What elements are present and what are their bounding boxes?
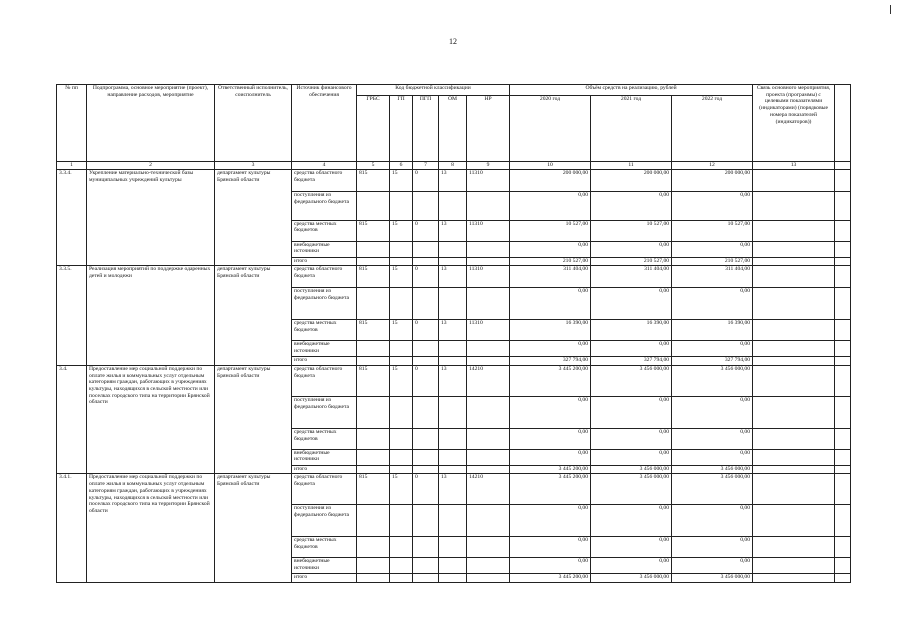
indicator-link	[753, 170, 835, 192]
spacer-cell	[835, 320, 851, 341]
amount-2021: 3 456 000,00	[591, 574, 672, 583]
code-gp: 15	[390, 220, 413, 241]
code-pgp: 0	[413, 320, 439, 341]
code-gp	[390, 241, 413, 257]
amount-2020: 3 445 200,00	[510, 574, 591, 583]
amount-2021: 0,00	[591, 396, 672, 428]
amount-2021: 210 527,00	[591, 257, 672, 266]
header-budget-code: Код бюджетной классификации	[357, 85, 510, 96]
funding-source: итого	[292, 574, 357, 583]
spacer-cell	[835, 474, 851, 505]
code-om	[439, 357, 467, 366]
code-om	[439, 558, 467, 574]
code-grbs	[357, 465, 390, 474]
code-pgp	[413, 241, 439, 257]
col-number: 5	[357, 162, 390, 170]
indicator-link	[753, 266, 835, 288]
indicator-link	[753, 341, 835, 357]
header-program: Подпрограмма, основное мероприятие (проект), направление расходов, мероприятие	[87, 85, 215, 162]
code-nr: 14210	[467, 365, 510, 396]
indicator-link	[753, 558, 835, 574]
indicator-link	[753, 505, 835, 537]
amount-2020: 200 000,00	[510, 170, 591, 192]
amount-2022: 16 390,00	[672, 320, 753, 341]
spacer-cell	[835, 192, 851, 221]
amount-2021: 10 527,00	[591, 220, 672, 241]
amount-2020: 0,00	[510, 505, 591, 537]
amount-2022: 0,00	[672, 449, 753, 465]
code-grbs	[357, 288, 390, 320]
amount-2021: 0,00	[591, 192, 672, 221]
col-number: 4	[292, 162, 357, 170]
code-gp	[390, 396, 413, 428]
col-number: 9	[467, 162, 510, 170]
code-pgp	[413, 428, 439, 449]
amount-2022: 210 527,00	[672, 257, 753, 266]
spacer-cell	[835, 537, 851, 558]
table-row	[57, 474, 851, 505]
code-om: 13	[439, 170, 467, 192]
code-om	[439, 241, 467, 257]
code-gp: 15	[390, 474, 413, 505]
amount-2020: 10 527,00	[510, 220, 591, 241]
indicator-link	[753, 428, 835, 449]
amount-2020: 0,00	[510, 537, 591, 558]
code-om: 13	[439, 220, 467, 241]
table-row	[57, 365, 851, 396]
code-pgp	[413, 192, 439, 221]
row-number: 3.3.4.	[57, 170, 87, 266]
page-number: 12	[449, 37, 457, 46]
amount-2020: 210 527,00	[510, 257, 591, 266]
code-gp	[390, 558, 413, 574]
header-funds: Объём средств на реализацию, рублей	[510, 85, 753, 96]
amount-2021: 0,00	[591, 505, 672, 537]
indicator-link	[753, 257, 835, 266]
header-om: ОМ	[439, 96, 467, 162]
scan-edge-mark	[890, 5, 891, 14]
code-pgp: 0	[413, 170, 439, 192]
code-grbs	[357, 192, 390, 221]
amount-2020: 311 404,00	[510, 266, 591, 288]
responsible-executor: департамент культуры Брянской области	[215, 266, 292, 366]
spacer-cell	[835, 220, 851, 241]
indicator-link	[753, 357, 835, 366]
amount-2022: 327 794,00	[672, 357, 753, 366]
amount-2021: 0,00	[591, 241, 672, 257]
col-number: 8	[439, 162, 467, 170]
amount-2020: 0,00	[510, 449, 591, 465]
amount-2021: 200 000,00	[591, 170, 672, 192]
code-nr	[467, 357, 510, 366]
row-number: 3.3.5.	[57, 266, 87, 366]
amount-2020: 0,00	[510, 341, 591, 357]
funding-source: внебюджетные источники	[292, 241, 357, 257]
spacer-cell	[835, 341, 851, 357]
header-num: № пп	[57, 85, 87, 162]
code-pgp	[413, 558, 439, 574]
code-om	[439, 428, 467, 449]
code-om: 13	[439, 365, 467, 396]
code-pgp	[413, 341, 439, 357]
code-om	[439, 257, 467, 266]
spacer-cell	[835, 558, 851, 574]
spacer-cell	[835, 505, 851, 537]
table-row	[57, 170, 851, 192]
funding-source: поступления из федерального бюджета	[292, 396, 357, 428]
indicator-link	[753, 220, 835, 241]
spacer-cell	[835, 396, 851, 428]
funding-source: внебюджетные источники	[292, 341, 357, 357]
amount-2020: 0,00	[510, 192, 591, 221]
amount-2022: 0,00	[672, 537, 753, 558]
indicator-link	[753, 192, 835, 221]
code-gp	[390, 465, 413, 474]
col-number: 11	[591, 162, 672, 170]
code-gp: 15	[390, 365, 413, 396]
amount-2022: 311 404,00	[672, 266, 753, 288]
code-pgp: 0	[413, 266, 439, 288]
indicator-link	[753, 465, 835, 474]
code-om: 13	[439, 320, 467, 341]
code-pgp	[413, 396, 439, 428]
table-row	[57, 266, 851, 288]
code-grbs: 815	[357, 474, 390, 505]
code-nr	[467, 465, 510, 474]
responsible-executor: департамент культуры Брянской области	[215, 170, 292, 266]
header-spacer	[835, 85, 851, 162]
amount-2020: 327 794,00	[510, 357, 591, 366]
spacer-cell	[835, 449, 851, 465]
funding-source: средства местных бюджетов	[292, 428, 357, 449]
header-pgp: ПГП	[413, 96, 439, 162]
code-pgp	[413, 288, 439, 320]
funding-source: итого	[292, 357, 357, 366]
indicator-link	[753, 241, 835, 257]
amount-2022: 0,00	[672, 241, 753, 257]
indicator-link	[753, 288, 835, 320]
amount-2020: 0,00	[510, 241, 591, 257]
code-nr	[467, 428, 510, 449]
code-om	[439, 288, 467, 320]
spacer-cell	[835, 465, 851, 474]
code-gp	[390, 357, 413, 366]
spacer-cell	[835, 574, 851, 583]
code-grbs	[357, 537, 390, 558]
funding-source: средства областного бюджета	[292, 170, 357, 192]
header-link: Связь основного мероприятия, проекта (программы) с целевыми показателями (индикаторами) (порядковые номера показателей (индикаторов))	[753, 85, 835, 162]
indicator-link	[753, 474, 835, 505]
amount-2021: 327 794,00	[591, 357, 672, 366]
code-om	[439, 465, 467, 474]
amount-2021: 0,00	[591, 537, 672, 558]
amount-2020: 0,00	[510, 558, 591, 574]
code-nr	[467, 537, 510, 558]
code-grbs	[357, 241, 390, 257]
header-gp: ГП	[390, 96, 413, 162]
col-number: 2	[87, 162, 215, 170]
funding-source: средства местных бюджетов	[292, 220, 357, 241]
code-om: 13	[439, 474, 467, 505]
col-number: 10	[510, 162, 591, 170]
spacer-cell	[835, 288, 851, 320]
spacer-cell	[835, 365, 851, 396]
code-grbs	[357, 257, 390, 266]
amount-2021: 16 390,00	[591, 320, 672, 341]
amount-2021: 0,00	[591, 341, 672, 357]
code-gp	[390, 537, 413, 558]
indicator-link	[753, 537, 835, 558]
code-gp	[390, 341, 413, 357]
program-name: Укрепление материально-технической базы муниципальных учреждений культуры	[87, 170, 215, 266]
code-om	[439, 537, 467, 558]
header-2020: 2020 год	[510, 96, 591, 162]
col-number: 13	[753, 162, 835, 170]
code-gp: 15	[390, 170, 413, 192]
col-number-spacer	[835, 162, 851, 170]
amount-2021: 311 404,00	[591, 266, 672, 288]
spacer-cell	[835, 357, 851, 366]
code-pgp	[413, 465, 439, 474]
amount-2022: 3 456 000,00	[672, 474, 753, 505]
amount-2022: 10 527,00	[672, 220, 753, 241]
funding-source: итого	[292, 465, 357, 474]
spacer-cell	[835, 257, 851, 266]
funding-source: внебюджетные источники	[292, 449, 357, 465]
amount-2020: 3 445 200,00	[510, 365, 591, 396]
code-nr: 11310	[467, 266, 510, 288]
amount-2022: 0,00	[672, 505, 753, 537]
amount-2022: 0,00	[672, 288, 753, 320]
funding-source: поступления из федерального бюджета	[292, 288, 357, 320]
funding-source: поступления из федерального бюджета	[292, 505, 357, 537]
header-2022: 2022 год	[672, 96, 753, 162]
funding-source: поступления из федерального бюджета	[292, 192, 357, 221]
code-nr	[467, 192, 510, 221]
budget-table	[56, 84, 851, 583]
indicator-link	[753, 396, 835, 428]
amount-2020: 16 390,00	[510, 320, 591, 341]
amount-2020: 0,00	[510, 428, 591, 449]
amount-2021: 0,00	[591, 558, 672, 574]
program-name: Предоставление мер социальной поддержки по оплате жилья и коммунальных услуг отдельным категориям граждан, работающих в учреждениях культуры, находящихся в сельской местности или поселках городского типа на территории Брянской области	[87, 474, 215, 583]
code-gp	[390, 449, 413, 465]
code-grbs: 815	[357, 365, 390, 396]
code-gp	[390, 574, 413, 583]
code-pgp: 0	[413, 474, 439, 505]
code-nr: 11310	[467, 170, 510, 192]
amount-2022: 3 456 000,00	[672, 574, 753, 583]
code-nr	[467, 396, 510, 428]
code-nr	[467, 574, 510, 583]
code-pgp	[413, 505, 439, 537]
code-nr	[467, 558, 510, 574]
code-pgp	[413, 257, 439, 266]
row-number: 3.4.	[57, 365, 87, 473]
code-grbs: 815	[357, 320, 390, 341]
amount-2022: 200 000,00	[672, 170, 753, 192]
code-grbs: 815	[357, 266, 390, 288]
col-number: 12	[672, 162, 753, 170]
responsible-executor: департамент культуры Брянской области	[215, 474, 292, 583]
amount-2021: 0,00	[591, 428, 672, 449]
amount-2022: 0,00	[672, 428, 753, 449]
code-pgp	[413, 537, 439, 558]
col-number: 1	[57, 162, 87, 170]
code-grbs	[357, 357, 390, 366]
amount-2020: 0,00	[510, 288, 591, 320]
responsible-executor: департамент культуры Брянской области	[215, 365, 292, 473]
row-number: 3.4.1.	[57, 474, 87, 583]
code-om	[439, 574, 467, 583]
amount-2021: 3 456 000,00	[591, 465, 672, 474]
code-om	[439, 192, 467, 221]
amount-2020: 3 445 200,00	[510, 465, 591, 474]
amount-2022: 0,00	[672, 396, 753, 428]
header-2021: 2021 год	[591, 96, 672, 162]
code-gp	[390, 428, 413, 449]
indicator-link	[753, 365, 835, 396]
code-gp	[390, 505, 413, 537]
code-om	[439, 449, 467, 465]
code-nr	[467, 288, 510, 320]
code-nr: 14210	[467, 474, 510, 505]
spacer-cell	[835, 241, 851, 257]
header-source: Источник финансового обеспечения	[292, 85, 357, 162]
code-gp: 15	[390, 266, 413, 288]
funding-source: средства местных бюджетов	[292, 320, 357, 341]
code-grbs: 815	[357, 220, 390, 241]
code-pgp	[413, 574, 439, 583]
code-nr	[467, 257, 510, 266]
amount-2022: 0,00	[672, 558, 753, 574]
code-om	[439, 341, 467, 357]
funding-source: средства областного бюджета	[292, 474, 357, 505]
code-nr: 11310	[467, 220, 510, 241]
indicator-link	[753, 449, 835, 465]
amount-2022: 3 456 000,00	[672, 465, 753, 474]
code-grbs	[357, 558, 390, 574]
header-nr: НР	[467, 96, 510, 162]
code-om: 13	[439, 266, 467, 288]
indicator-link	[753, 320, 835, 341]
header-grbs: ГРБС	[357, 96, 390, 162]
amount-2021: 0,00	[591, 449, 672, 465]
program-name: Реализация мероприятий по поддержке одаренных детей и молодежи	[87, 266, 215, 366]
code-om	[439, 396, 467, 428]
code-pgp	[413, 357, 439, 366]
code-grbs	[357, 396, 390, 428]
code-gp	[390, 192, 413, 221]
spacer-cell	[835, 266, 851, 288]
code-pgp: 0	[413, 365, 439, 396]
col-number: 6	[390, 162, 413, 170]
code-nr	[467, 341, 510, 357]
code-nr	[467, 449, 510, 465]
spacer-cell	[835, 428, 851, 449]
code-grbs	[357, 428, 390, 449]
code-pgp	[413, 449, 439, 465]
code-gp	[390, 288, 413, 320]
indicator-link	[753, 574, 835, 583]
code-grbs	[357, 505, 390, 537]
funding-source: итого	[292, 257, 357, 266]
amount-2021: 3 456 000,00	[591, 365, 672, 396]
col-number: 3	[215, 162, 292, 170]
code-nr	[467, 505, 510, 537]
amount-2020: 0,00	[510, 396, 591, 428]
amount-2022: 3 456 000,00	[672, 365, 753, 396]
code-nr	[467, 241, 510, 257]
code-grbs	[357, 574, 390, 583]
amount-2020: 3 445 200,00	[510, 474, 591, 505]
funding-source: средства областного бюджета	[292, 365, 357, 396]
amount-2022: 0,00	[672, 192, 753, 221]
code-grbs	[357, 449, 390, 465]
column-number-row	[57, 162, 851, 170]
code-grbs	[357, 341, 390, 357]
amount-2021: 3 456 000,00	[591, 474, 672, 505]
program-name: Предоставление мер социальной поддержки по оплате жилья и коммунальных услуг отдельным категориям граждан, работающих в учреждениях культуры, находящихся в сельской местности или поселках городского типа на территории Брянской области	[87, 365, 215, 473]
code-gp: 15	[390, 320, 413, 341]
code-pgp: 0	[413, 220, 439, 241]
funding-source: внебюджетные источники	[292, 558, 357, 574]
code-om	[439, 505, 467, 537]
amount-2022: 0,00	[672, 341, 753, 357]
code-gp	[390, 257, 413, 266]
spacer-cell	[835, 170, 851, 192]
funding-source: средства областного бюджета	[292, 266, 357, 288]
code-grbs: 815	[357, 170, 390, 192]
code-nr: 11310	[467, 320, 510, 341]
funding-source: средства местных бюджетов	[292, 537, 357, 558]
amount-2021: 0,00	[591, 288, 672, 320]
header-responsible: Ответственный исполнитель, соисполнитель	[215, 85, 292, 162]
col-number: 7	[413, 162, 439, 170]
